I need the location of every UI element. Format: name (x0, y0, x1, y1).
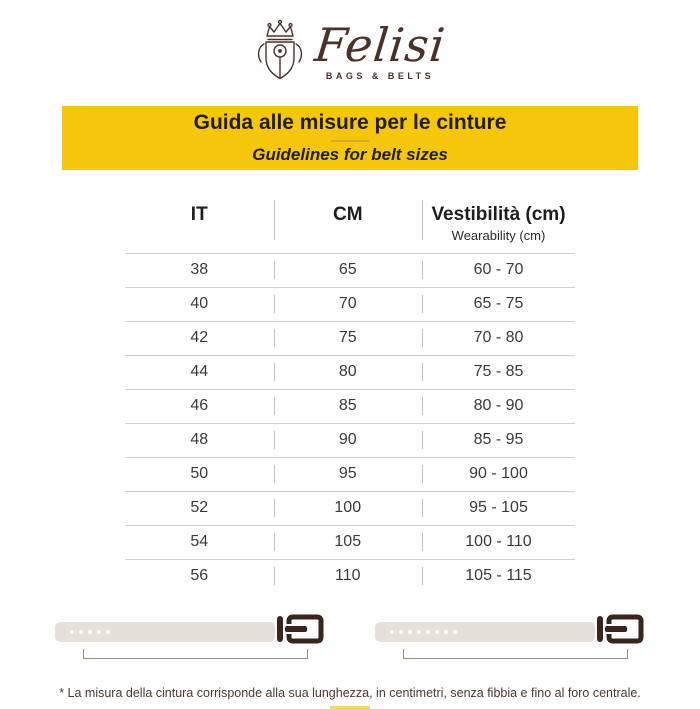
brand-name: Felisi (311, 17, 449, 72)
belt-hole (417, 630, 421, 634)
belt-hole (88, 630, 92, 634)
cell-cm: 85 (274, 397, 423, 415)
cell-it: 46 (190, 397, 209, 415)
belt-strap (375, 622, 595, 642)
belt-hole (79, 630, 83, 634)
cell-it: 38 (190, 261, 209, 279)
title-banner (62, 106, 638, 170)
column-header-it: IT (190, 204, 208, 225)
belt-buckle-icon (597, 613, 645, 650)
belt-hole (408, 630, 412, 634)
cell-wearability: 70 - 80 (422, 329, 575, 347)
belt-hole (453, 630, 457, 634)
page-title-english: Guidelines for belt sizes (252, 145, 448, 165)
cell-it: 44 (190, 363, 209, 381)
belt-hole (390, 630, 394, 634)
cell-wearability: 100 - 110 (422, 533, 575, 551)
cell-cm: 80 (274, 363, 423, 381)
cell-cm: 95 (274, 465, 423, 483)
cell-it: 50 (190, 465, 209, 483)
cell-wearability: 105 - 115 (422, 567, 575, 585)
brand-tagline: BAGS & BELTS (325, 70, 435, 81)
cell-it: 52 (190, 499, 209, 517)
measurement-bracket (403, 649, 628, 659)
cell-cm: 105 (274, 533, 423, 551)
banner-divider (331, 140, 369, 142)
table-row (125, 254, 575, 288)
felisi-crest-icon (255, 18, 305, 85)
column-header-wearability: Vestibilità (cm) Wearability (cm) (422, 202, 575, 243)
column-header-cm: CM (274, 202, 423, 227)
cell-cm: 75 (274, 329, 423, 347)
cell-it: 48 (190, 431, 209, 449)
cell-wearability: 90 - 100 (422, 465, 575, 483)
table-row (125, 322, 575, 356)
cell-wearability: 80 - 90 (422, 397, 575, 415)
cell-wearability: 75 - 85 (422, 363, 575, 381)
belt-hole (70, 630, 74, 634)
page-title-italian: Guida alle misure per le cinture (193, 111, 507, 135)
belt-holes (390, 630, 457, 634)
table-row (125, 458, 575, 492)
table-row (125, 492, 575, 526)
belt-hole (435, 630, 439, 634)
size-table-body (125, 254, 575, 593)
table-row (125, 288, 575, 322)
cell-cm: 70 (274, 295, 423, 313)
cell-it: 54 (190, 533, 209, 551)
belt-hole (97, 630, 101, 634)
measurement-bracket (83, 649, 308, 659)
belt-illustrations (0, 619, 700, 659)
brand-logo (0, 0, 700, 90)
table-header-row (125, 196, 575, 254)
cell-wearability: 60 - 70 (422, 261, 575, 279)
page-footer (0, 686, 700, 709)
belt-strap (55, 622, 275, 642)
belt-hole (106, 630, 110, 634)
belt-holes (70, 630, 110, 634)
belt-hole (426, 630, 430, 634)
cell-it: 56 (190, 567, 209, 585)
cell-wearability: 95 - 105 (422, 499, 575, 517)
cell-wearability: 85 - 95 (422, 431, 575, 449)
cell-wearability: 65 - 75 (422, 295, 575, 313)
cell-cm: 90 (274, 431, 423, 449)
cell-cm: 100 (274, 499, 423, 517)
belt-illustration-right (375, 619, 645, 659)
table-row (125, 526, 575, 560)
cell-it: 40 (190, 295, 209, 313)
measurement-footnote: * La misura della cintura corrisponde alla sua lunghezza, in centimetri, senza fibbia e fino al foro centrale. (59, 685, 641, 700)
cell-cm: 65 (274, 261, 423, 279)
bottom-accent-bar (330, 706, 370, 709)
cell-cm: 110 (274, 567, 423, 585)
belt-hole (444, 630, 448, 634)
table-row (125, 390, 575, 424)
table-row (125, 424, 575, 458)
belt-hole (399, 630, 403, 634)
table-row (125, 560, 575, 593)
size-table (125, 196, 575, 593)
belt-buckle-icon (277, 613, 325, 650)
belt-illustration-left (55, 619, 325, 659)
table-row (125, 356, 575, 390)
cell-it: 42 (190, 329, 209, 347)
